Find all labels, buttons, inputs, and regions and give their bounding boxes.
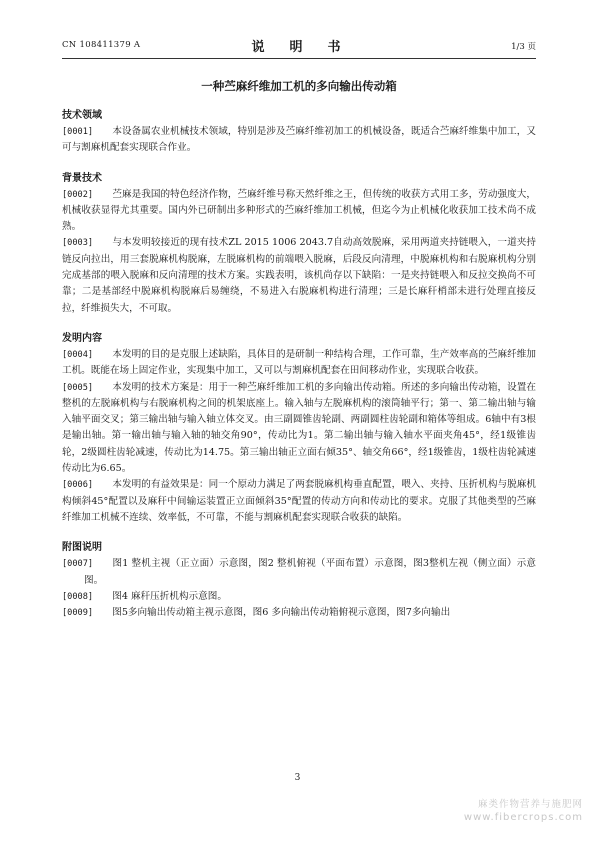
paragraph-number: [0007] [62,559,94,570]
paragraph-text: 本发明的技术方案是：用于一种苎麻纤维加工机的多向输出传动箱。所述的多向输出传动箱，设置在整机的左脱麻机构与右脱麻机构之间的机架底座上。输入轴与左脱麻机构的滚筒轴平行；第一、第二输出轴与输入轴平面交叉；第三输出轴与输入轴立体交叉。由三副圆锥齿轮副、两副圆柱齿轮副和箱体等组成。6轴中有3根是输出轴。第一输出轴与输入轴的轴交角90°，传动比为1。第二输出轴与输入轴水平面夹角45°，经1级锥齿轮，2级圆柱齿轮减速，传动比为14.75。第三输出轴正立面右倾35°、轴交角66°，经1级锥齿，1级柱齿轮减速传动比为6.65。 [62,381,537,475]
section-heading: 发明内容 [62,332,102,344]
page-number: 3 [294,773,301,783]
paragraph [62,347,536,380]
paragraph-number: [0001] [62,127,94,137]
paragraph-text: 本设备属农业机械技术领域，特别是涉及苎麻纤维初加工的机械设备，既适合苎麻纤维集中加工，又可与割麻机配套实现联合作业。 [62,126,537,154]
paragraph [62,380,536,478]
section-heading: 技术领域 [62,110,102,121]
watermark [464,798,583,824]
document-body [62,108,536,621]
paragraph [62,605,536,621]
section-gap [62,526,536,540]
paragraph-number: [0006] [62,480,94,491]
paragraph-text: 苎麻是我国的特色经济作物，苎麻纤维号称天然纤维之王，但传统的收获方式用工多，劳动强度大，机械收获显得尤其重要。国内外已研制出多种形式的苎麻纤维加工机械，但迄今为止机械化收获加工技术尚不成熟。 [62,188,537,233]
paragraph [62,477,536,526]
watermark-url: www.fibercrops.com [463,812,583,823]
section-heading: 附图说明 [62,542,102,554]
paragraph-number: [0003] [62,238,94,249]
section-gap [62,317,536,331]
paragraph [62,589,536,605]
paragraph [62,235,536,316]
publication-number: CN 108411379 A [62,40,141,50]
section-heading: 背景技术 [62,172,102,184]
paragraph-number: [0004] [62,349,94,360]
paragraph [62,556,536,589]
paragraph [62,187,536,236]
paragraph-text: 图1 整机主视（正立面）示意图，图2 整机俯视（平面布置）示意图，图3整机左视（侧立面）示意图。 [84,558,537,586]
paragraph-text: 本发明的目的是克服上述缺陷，具体目的是研制一种结构合理，工作可靠，生产效率高的苎麻纤维加工机。既能在场上固定作业，实现集中加工，又可以与割麻机配套在田间移动作业，实现联合收获。 [62,348,537,377]
paragraph-number: [0002] [62,189,94,200]
paragraph [62,124,536,157]
paragraph-number: [0009] [62,608,94,619]
paragraph-text: 图4 麻秆压折机构示意图。 [112,590,227,602]
paragraph-text: 本发明的有益效果是：同一个原动力满足了两套脱麻机构垂直配置，喂入、夹持、压折机构与脱麻机构倾斜45°配置以及麻秆中间输运装置正立面倾斜35°配置的传动方向和传动比的要求。克服了其他类型的苎麻纤维加工机械不连续、效率低，不可靠，不能与割麻机配套实现联合收获的缺陷。 [62,479,537,523]
paragraph-text: 图5多向输出传动箱主视示意图，图6 多向输出传动箱俯视示意图，图7多向输出 [112,607,451,619]
section-gap [62,157,536,171]
document-type: 说 明 书 [251,40,347,55]
page-info: 1/3 页 [511,42,536,52]
header-rule [62,58,536,59]
paragraph-number: [0005] [62,382,94,393]
paragraph-number: [0008] [62,591,94,602]
watermark-site-name: 麻类作物营养与施肥网 [477,799,583,810]
paragraph-text: 与本发明较接近的现有技术ZL 2015 1006 2043.7自动高效脱麻，采用两道夹持链喂入，一道夹持链反向拉出，用三套脱麻机构脱麻，左脱麻机构的前端喂入脱麻，后段反向清理，中脱麻机构和右脱麻机构分别完成基部的喂入脱麻和反向清理的技术方案。实践表明，该机尚存以下缺陷：一是夹持链喂入和反拉交换尚不可靠；二是基部经中脱麻机构脱麻后易缠绕，不易进入右脱麻机构进行清理；三是长麻秆梢部未进行处理直接反拉，纤维损失大，不可取。 [62,237,536,314]
document-title: 一种苎麻纤维加工机的多向输出传动箱 [201,79,397,93]
page-header [62,36,536,56]
